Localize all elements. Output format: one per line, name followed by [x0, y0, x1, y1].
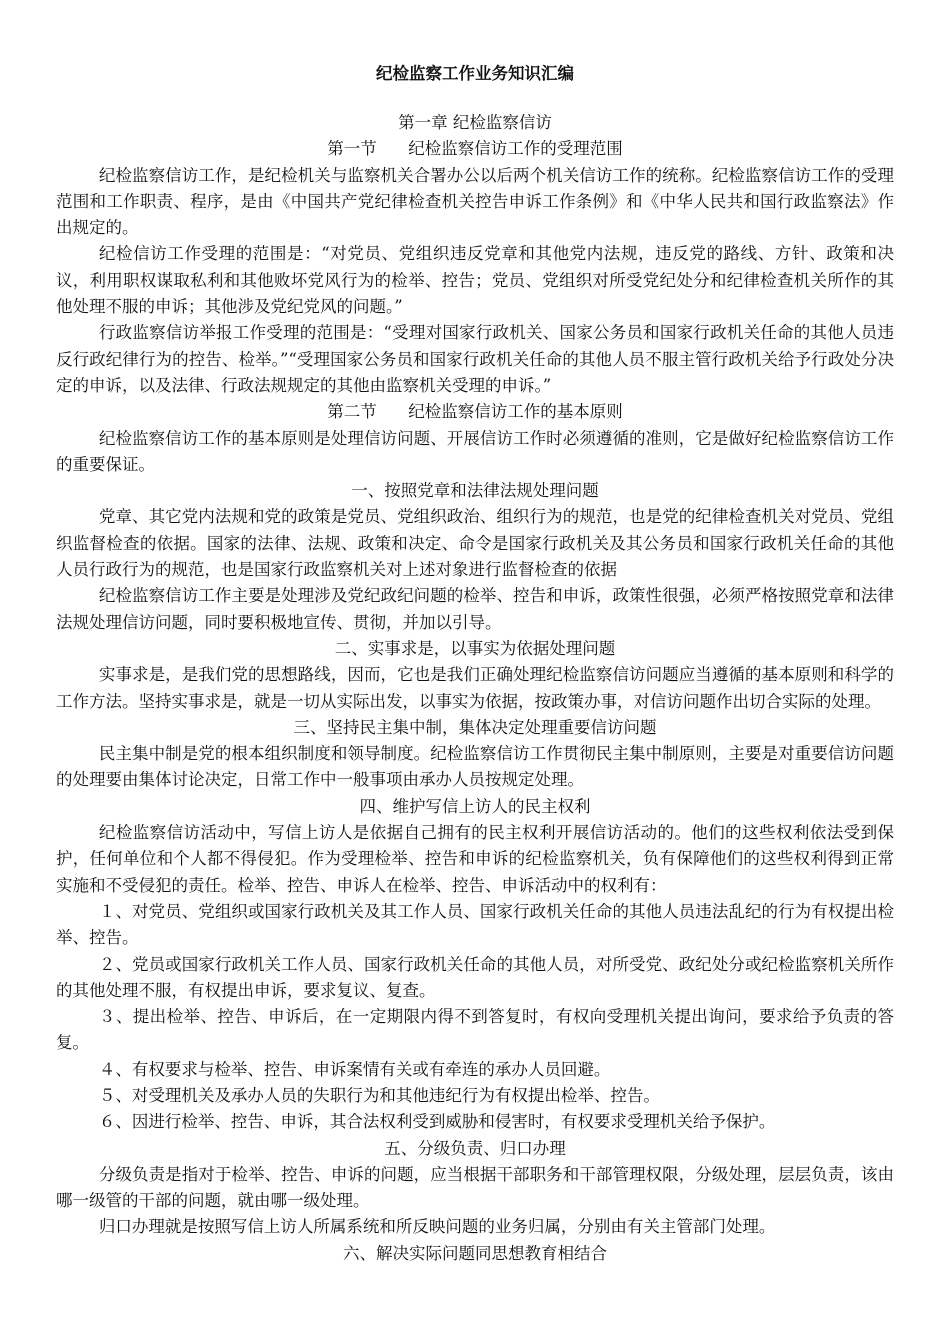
document-title: 纪检监察工作业务知识汇编 [376, 64, 574, 83]
paragraph: 党章、其它党内法规和党的政策是党员、党组织政治、组织行为的规范，也是党的纪律检查机关对党员、党组织监督检查的依据。国家的法律、法规、政策和决定、命令是国家行政机关及其公务员和国家行政机关任命的其他人员行政行为的规范，也是国家行政监察机关对上述对象进行监督检查的依据 [56, 507, 894, 580]
principle-5-heading: 五、分级负责、归口办理 [384, 1138, 566, 1158]
principle-1-heading: 一、按照党章和法律法规处理问题 [351, 481, 599, 501]
paragraph: 纪检监察信访工作主要是处理涉及党纪政纪问题的检举、控告和申诉，政策性很强，必须严格按照党章和法律法规处理信访问题，同时要积极地宣传、贯彻，并加以引导。 [56, 586, 894, 632]
paragraph: 行政监察信访举报工作受理的范围是：“受理对国家行政机关、国家公务员和国家行政机关任命的其他人员违反行政纪律行为的控告、检举。”“受理国家公务员和国家行政机关任命的其他人员不服主管行政机关给予行政处分决定的申诉，以及法律、行政法规规定的其他由监察机关受理的申诉。” [56, 323, 894, 395]
paragraph: 分级负责是指对于检举、控告、申诉的问题，应当根据干部职务和干部管理权限，分级处理，层层负责，该由哪一级管的干部的问题，就由哪一级处理。 [56, 1164, 894, 1211]
paragraph: 纪检监察信访活动中，写信上访人是依据自己拥有的民主权利开展信访活动的。他们的这些权利依法受到保护，任何单位和个人都不得侵犯。作为受理检举、控告和申诉的纪检监察机关，负有保障他们的这些权利得到正常实施和不受侵犯的责任。检举、控告、申诉人在检举、控告、申诉活动中的权利有： [56, 823, 894, 895]
list-item: ４、有权要求与检举、控告、申诉案情有关或有牵连的承办人员回避。 [98, 1059, 611, 1079]
principle-3-heading: 三、坚持民主集中制，集体决定处理重要信访问题 [293, 717, 657, 737]
paragraph: 纪检监察信访工作，是纪检机关与监察机关合署办公以后两个机关信访工作的统称。纪检监察信访工作的受理范围和工作职责、程序，是由《中国共产党纪律检查机关控告申诉工作条例》和《中华人民共和国行政监察法》作出规定的。 [56, 165, 894, 238]
section-1-heading: 第一节 纪检监察信访工作的受理范围 [327, 139, 623, 159]
list-item: １、对党员、党组织或国家行政机关及其工作人员、国家行政机关任命的其他人员违法乱纪的行为有权提出检举、控告。 [56, 901, 894, 948]
paragraph: 纪检信访工作受理的范围是：“对党员、党组织违反党章和其他党内法规，违反党的路线、方针、政策和决议，利用职权谋取私利和其他败坏党风行为的检举、控告；党员、党组织对所受党纪处分和纪律检查机关所作的其他处理不服的申诉；其他涉及党纪党风的问题。” [56, 244, 894, 317]
document-page [56, 60, 894, 1267]
list-item: ３、提出检举、控告、申诉后，在一定期限内得不到答复时，有权向受理机关提出询问，要求给予负责的答复。 [56, 1007, 894, 1053]
principle-6-heading: 六、解决实际问题同思想教育相结合 [343, 1243, 607, 1263]
principle-4-heading: 四、维护写信上访人的民主权利 [359, 796, 591, 816]
list-item: ５、对受理机关及承办人员的失职行为和其他违纪行为有权提出检举、控告。 [98, 1085, 660, 1105]
list-item: ２、党员或国家行政机关工作人员、国家行政机关任命的其他人员，对所受党、政纪处分或纪检监察机关所作的其他处理不服，有权提出申诉，要求复议、复查。 [56, 954, 894, 1000]
list-item: ６、因进行检举、控告、申诉，其合法权利受到威胁和侵害时，有权要求受理机关给予保护。 [98, 1112, 776, 1132]
paragraph: 归口办理就是按照写信上访人所属系统和所反映问题的业务归属，分别由有关主管部门处理。 [98, 1217, 776, 1237]
paragraph: 纪检监察信访工作的基本原则是处理信访问题、开展信访工作时必须遵循的准则，它是做好纪检监察信访工作的重要保证。 [56, 428, 894, 474]
chapter-heading: 第一章 纪检监察信访 [398, 113, 552, 132]
paragraph: 民主集中制是党的根本组织制度和领导制度。纪检监察信访工作贯彻民主集中制原则，主要是对重要信访问题的处理要由集体讨论决定，日常工作中一般事项由承办人员按规定处理。 [56, 744, 894, 790]
section-2-heading: 第二节 纪检监察信访工作的基本原则 [327, 402, 623, 422]
principle-2-heading: 二、实事求是，以事实为依据处理问题 [334, 638, 616, 658]
paragraph: 实事求是，是我们党的思想路线，因而，它也是我们正确处理纪检监察信访问题应当遵循的基本原则和科学的工作方法。坚持实事求是，就是一切从实际出发，以事实为依据，按政策办事，对信访问题作出切合实际的处理。 [56, 665, 894, 711]
